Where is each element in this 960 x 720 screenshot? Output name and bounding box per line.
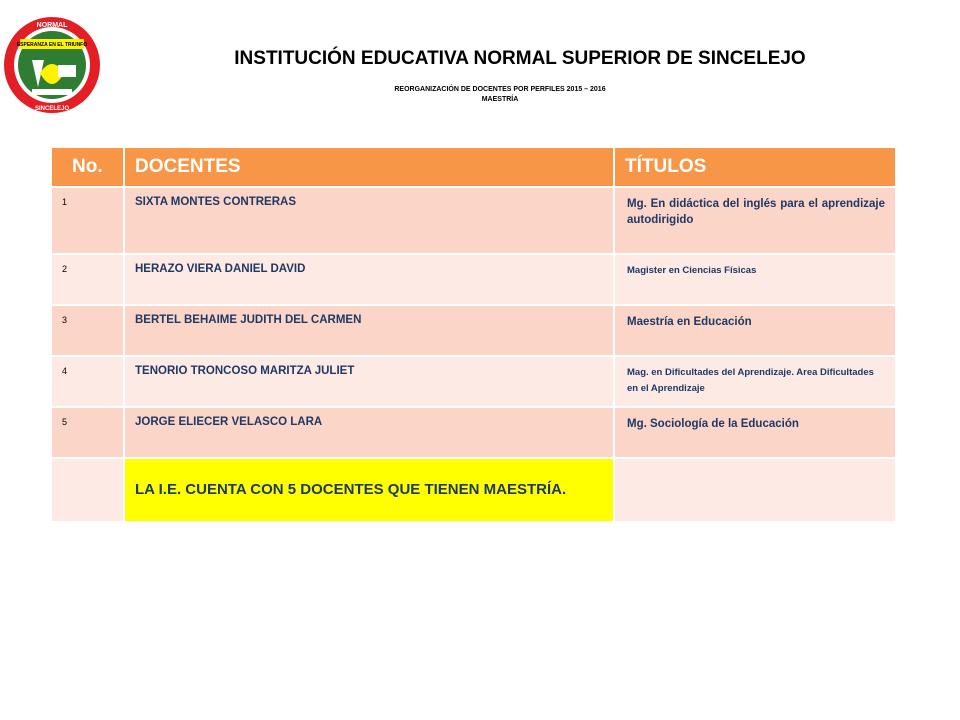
column-header-titulos: TÍTULOS <box>614 148 896 187</box>
column-header-docentes: DOCENTES <box>124 148 614 187</box>
teacher-name: JORGE ELIECER VELASCO LARA <box>124 407 614 458</box>
table-row <box>52 356 896 407</box>
row-number: 4 <box>52 356 124 407</box>
table-header-row <box>52 148 896 187</box>
teacher-name: TENORIO TRONCOSO MARITZA JULIET <box>124 356 614 407</box>
row-number: 2 <box>52 254 124 305</box>
teacher-degree: Maestría en Educación <box>614 305 896 356</box>
summary-row <box>52 458 896 522</box>
teachers-table <box>52 148 897 523</box>
teacher-degree: Mg. En didáctica del inglés para el aprendizaje autodirigido <box>614 187 896 254</box>
teacher-degree: Magister en Ciencias Físicas <box>614 254 896 305</box>
page-subtitle <box>300 85 700 105</box>
page-title: INSTITUCIÓN EDUCATIVA NORMAL SUPERIOR DE SINCELEJO <box>234 48 806 69</box>
summary-empty-cell <box>614 458 896 522</box>
column-header-no: No. <box>52 148 124 187</box>
row-number: 1 <box>52 187 124 254</box>
table-row <box>52 254 896 305</box>
row-number: 3 <box>52 305 124 356</box>
subtitle-line-2: MAESTRÍA <box>481 96 519 103</box>
table-row <box>52 407 896 458</box>
teacher-name: BERTEL BEHAIME JUDITH DEL CARMEN <box>124 305 614 356</box>
table-row <box>52 187 896 254</box>
teacher-name: HERAZO VIERA DANIEL DAVID <box>124 254 614 305</box>
crest-banner-text: ESPERANZA EN EL TRIUNFO <box>16 42 88 48</box>
school-crest-icon <box>2 15 102 115</box>
subtitle-line-1: REORGANIZACIÓN DE DOCENTES POR PERFILES 2015 – 2016 <box>394 86 606 93</box>
table-row <box>52 305 896 356</box>
row-number: 5 <box>52 407 124 458</box>
teacher-degree: Mg. Sociología de la Educación <box>614 407 896 458</box>
teacher-degree: Mag. en Dificultades del Aprendizaje. Area Dificultades en el Aprendizaje <box>614 356 896 407</box>
crest-bottom-text: SINCELEJO <box>34 106 70 112</box>
teacher-name: SIXTA MONTES CONTRERAS <box>124 187 614 254</box>
crest-top-text: NORMAL <box>36 22 68 29</box>
summary-empty-cell <box>52 458 124 522</box>
summary-text: LA I.E. CUENTA CON 5 DOCENTES QUE TIENEN MAESTRÍA. <box>124 458 614 522</box>
